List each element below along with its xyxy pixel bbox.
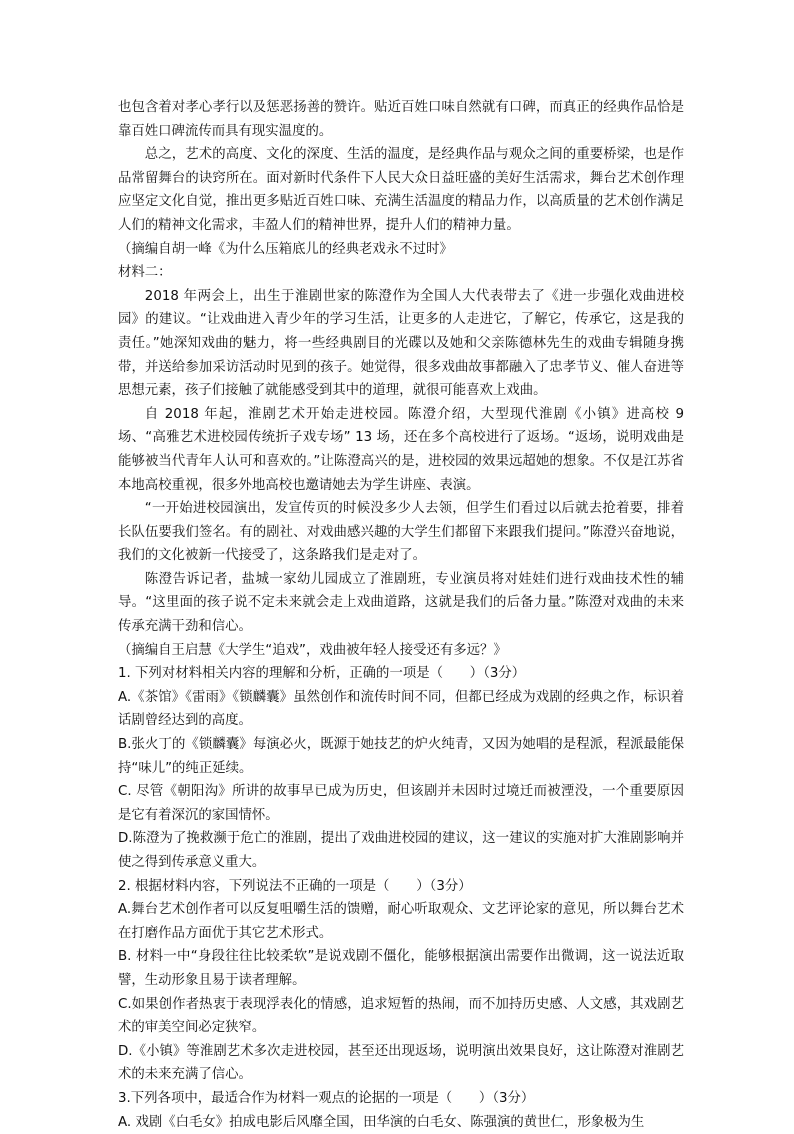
source-citation-2: （摘编自王启慧《大学生“追戏”，戏曲被年轻人接受还有多远？》 xyxy=(118,642,507,658)
document-page xyxy=(118,96,684,1134)
question-3-option-a: A. 戏剧《白毛女》拍成电影后风靡全国，田华演的白毛女、陈强演的黄世仁，形象极为生 xyxy=(118,1114,645,1130)
material1-paragraph: 也包含着对孝心孝行以及惩恶扬善的赞许。贴近百姓口味自然就有口碑，而真正的经典作品恰是靠百姓口碑流传而具有现实温度的。 xyxy=(118,100,684,139)
question-1-option-a: A.《茶馆》《雷雨》《锁麟囊》虽然创作和流传时间不同，但都已经成为戏剧的经典之作，标识着话剧曾经达到的高度。 xyxy=(118,689,684,729)
material1-paragraph: 总之，艺术的高度、文化的深度、生活的温度，是经典作品与观众之间的重要桥梁，也是作品常留舞台的诀窍所在。面对新时代条件下人民大众日益旺盛的美好生活需求，舞台艺术创作理应坚定文化自觉，推出更多贴近百姓口味、充满生活温度的精品力作，以高质量的艺术创作满足人们的精神文化需求，丰盈人们的精神世界，提升人们的精神力量。 xyxy=(118,147,684,233)
question-1-stem: 1. 下列对材料相关内容的理解和分析，正确的一项是（ ）（3分） xyxy=(118,666,526,682)
question-2-option-a: A.舞台艺术创作者可以反复咀嚼生活的馈赠，耐心听取观众、文艺评论家的意见，所以舞台艺术在打磨作品方面优于其它艺术形式。 xyxy=(118,902,684,941)
source-citation-1: （摘编自胡一峰《为什么压箱底儿的经典老戏永不过时》 xyxy=(118,241,453,257)
material2-paragraph: 自 2018 年起，淮剧艺术开始走进校园。陈澄介绍，大型现代淮剧《小镇》进高校 9 场、“高雅艺术进校园传统折子戏专场” 13 场，还在多个高校进行了返场。“返场，说明戏曲是能够被当代青年人认可和喜欢的。”让陈澄高兴的是，进校园的效果远超她的想象。不仅是江苏省本地高校重视，很多外地高校也邀请她去为学生讲座、表演。 xyxy=(118,406,684,493)
question-2-option-c: C.如果创作者热衷于表现浮表化的情感，追求短暂的热闹，而不加持历史感、人文感，其戏剧艺术的审美空间必定狭窄。 xyxy=(118,996,684,1036)
question-2-stem: 2. 根据材料内容，下列说法不正确的一项是（ ）（3分） xyxy=(118,878,472,894)
material2-heading: 材料二： xyxy=(118,265,172,281)
material2-paragraph: 2018 年两会上，出生于淮剧世家的陈澄作为全国人大代表带去了《进一步强化戏曲进校园》的建议。“让戏曲进入青少年的学习生活，让更多的人走进它，了解它，传承它，这是我的责任。”她深知戏曲的魅力，将一些经典剧目的光碟以及她和父亲陈德林先生的戏曲专辑随身携带，并送给参加采访活动时见到的孩子。她觉得，很多戏曲故事都融入了忠孝节义、催人奋进等思想元素，孩子们接触了就能感受到其中的道理，就很可能喜欢上戏曲。 xyxy=(118,288,684,399)
question-2-option-d: D.《小镇》等淮剧艺术多次走进校园，甚至还出现返场，说明演出效果良好，这让陈澄对淮剧艺术的未来充满了信心。 xyxy=(118,1043,684,1083)
material2-paragraph: “一开始进校园演出，发宣传页的时候没多少人去领，但学生们看过以后就去抢着要，排着长队伍要我们签名。有的剧社、对戏曲感兴趣的大学生们都留下来跟我们提问。”陈澄兴奋地说，我们的文化被新一代接受了，这条路我们是走对了。 xyxy=(118,501,684,564)
question-3-stem: 3.下列各项中，最适合作为材料一观点的论据的一项是（ ）（3分） xyxy=(118,1090,535,1106)
question-1-option-c: C. 尽管《朝阳沟》所讲的故事早已成为历史，但该剧并未因时过境迁而被湮没，一个重要原因是它有着深沉的家国情怀。 xyxy=(118,784,684,823)
question-1-option-d: D.陈澄为了挽救濒于危亡的淮剧，提出了戏曲进校园的建议，这一建议的实施对扩大淮剧影响并使之得到传承意义重大。 xyxy=(118,831,684,870)
question-1-option-b: B.张火丁的《锁麟囊》每演必火，既源于她技艺的炉火纯青，又因为她唱的是程派，程派最能保持“味儿”的纯正延续。 xyxy=(118,737,684,776)
question-2-option-b: B. 材料一中“身段往往比较柔软”是说戏剧不僵化，能够根据演出需要作出微调，这一说法近取譬，生动形象且易于读者理解。 xyxy=(118,949,684,988)
material2-paragraph: 陈澄告诉记者，盐城一家幼儿园成立了淮剧班，专业演员将对娃娃们进行戏曲技术性的辅导。“这里面的孩子说不定未来就会走上戏曲道路，这就是我们的后备力量。”陈澄对戏曲的未来传承充满干劲和信心。 xyxy=(118,571,684,635)
